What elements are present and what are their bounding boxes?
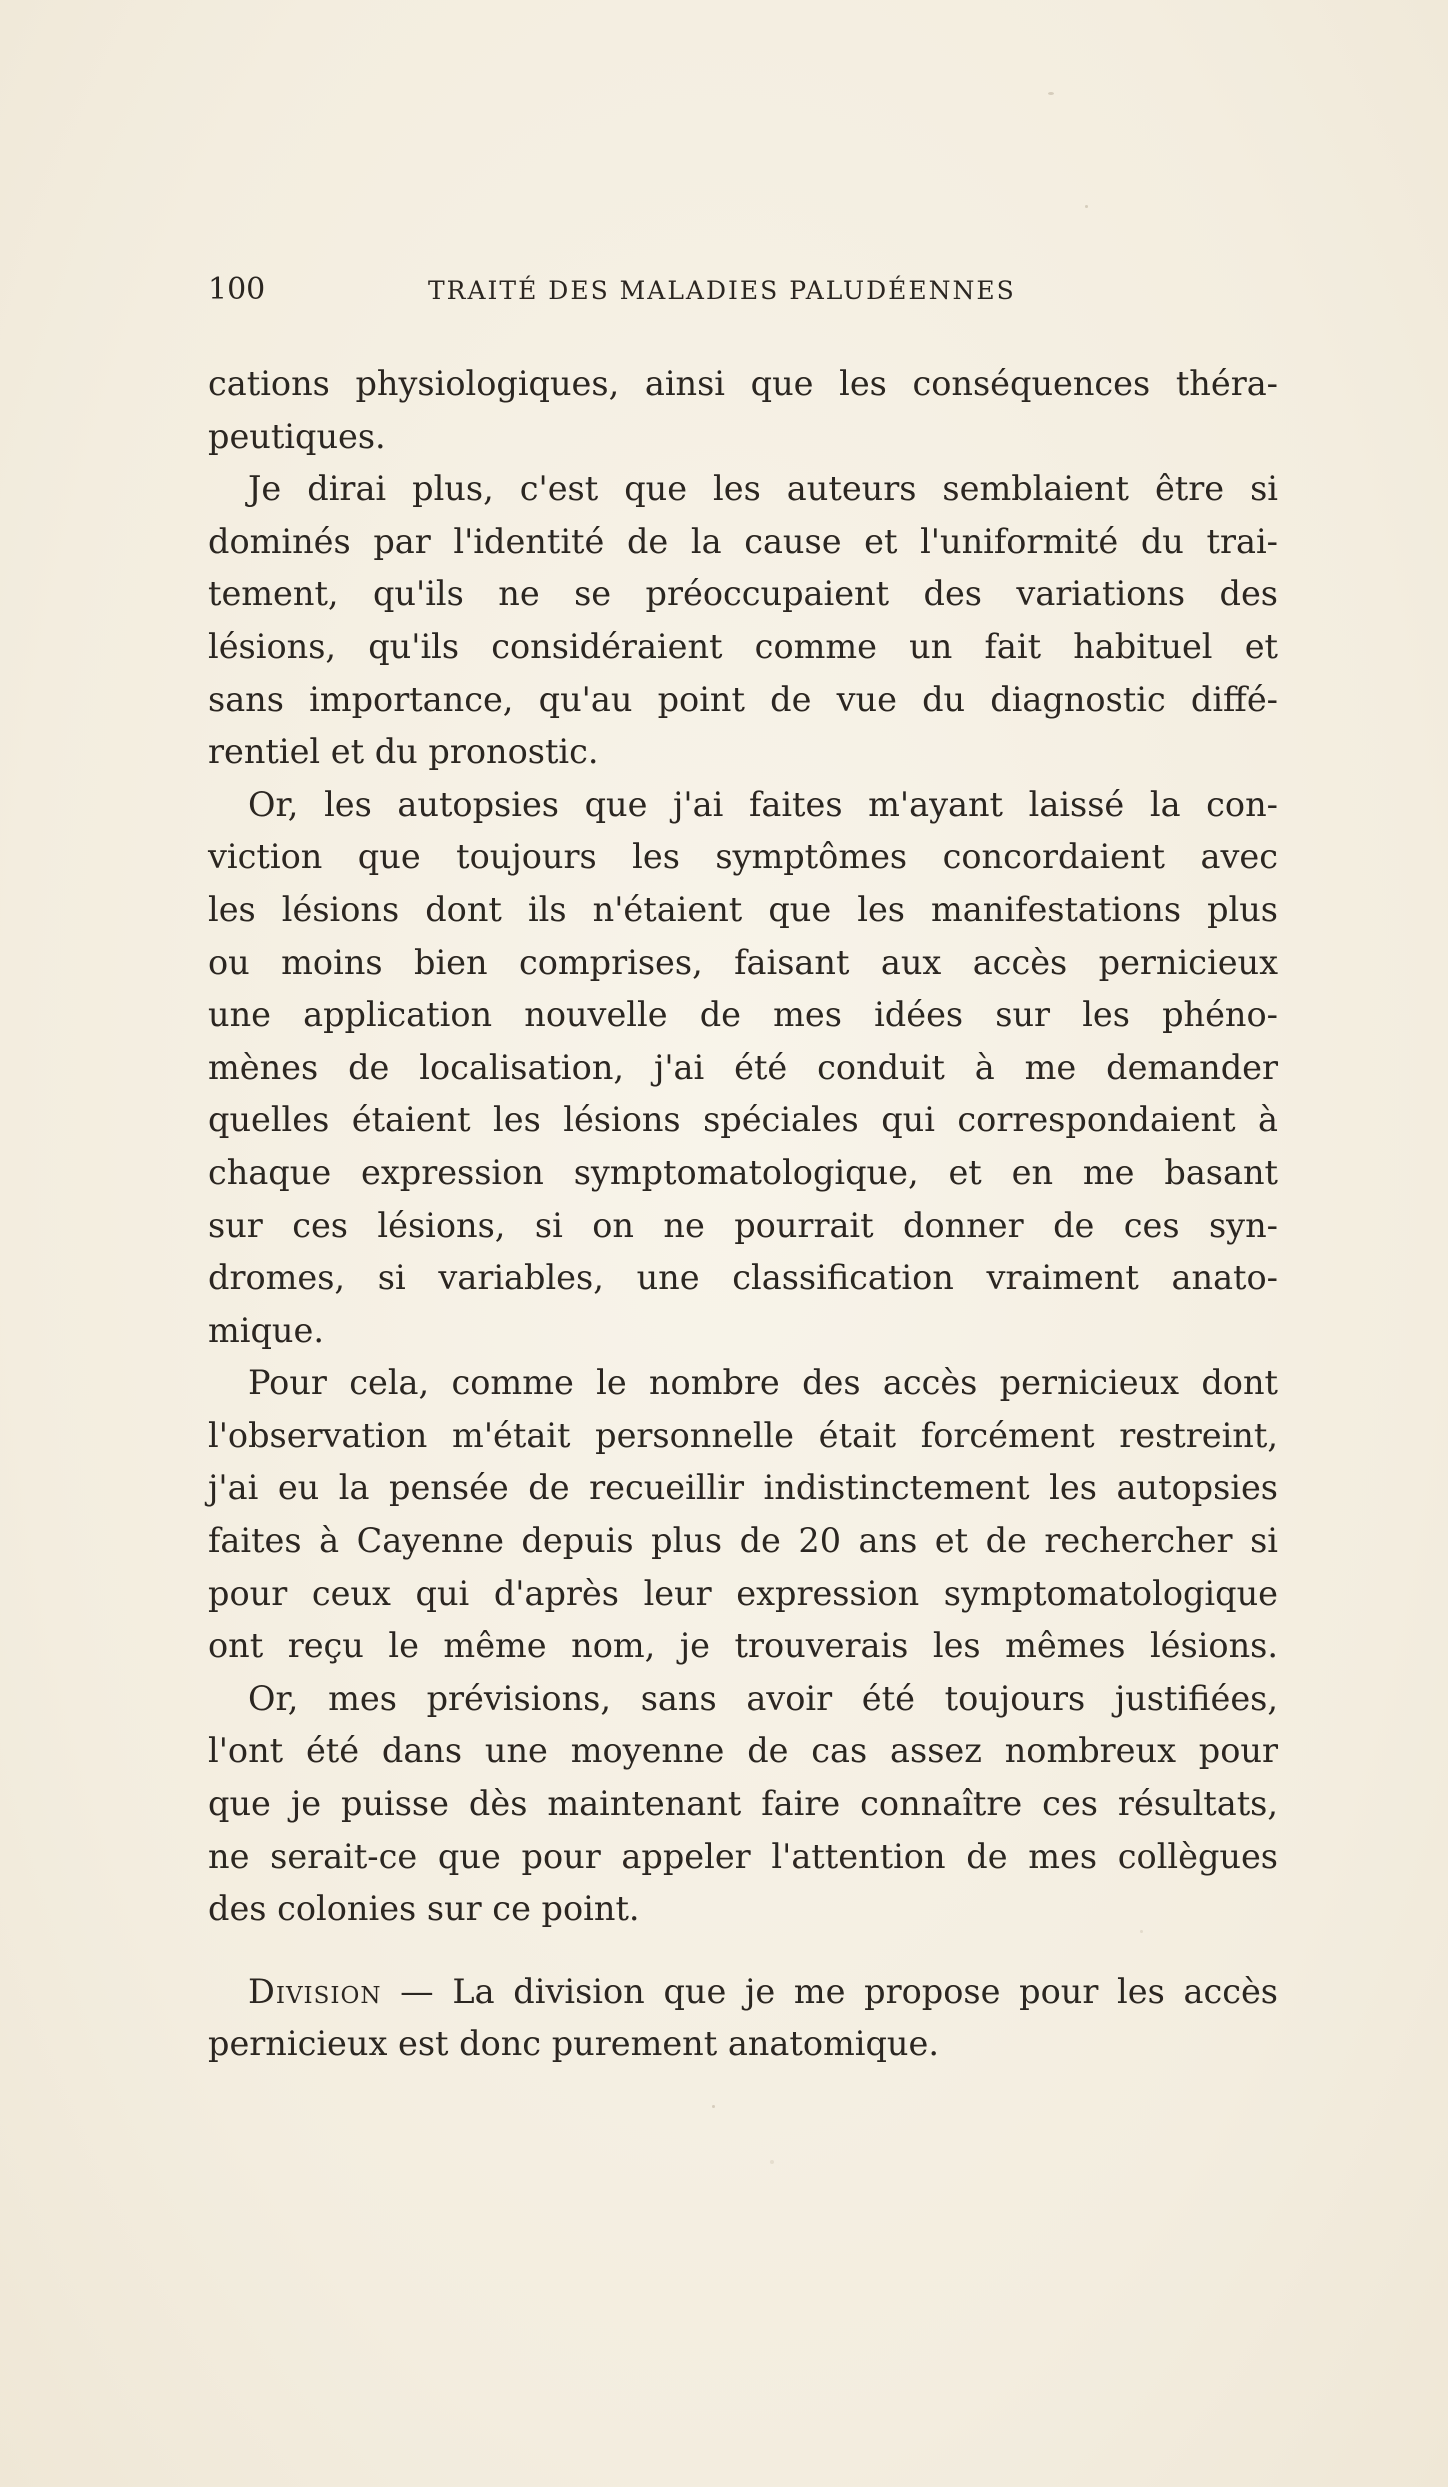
text-line: l'observation m'était personnelle était forcément restreint, xyxy=(208,1415,1278,1455)
paper-speck xyxy=(1140,1930,1143,1933)
text-line: viction que toujours les symptômes concordaient avec xyxy=(208,837,1278,877)
division-dash: — xyxy=(381,1971,453,2011)
paper-speck xyxy=(1048,92,1054,95)
running-head-title: TRAITÉ DES MALADIES PALUDÉENNES xyxy=(428,276,1016,305)
division-text: La division que je me propose pour les accès xyxy=(452,1971,1278,2011)
division-heading: Division xyxy=(248,1971,382,2011)
text-line: lésions, qu'ils considéraient comme un fait habituel et xyxy=(208,626,1278,666)
paper-speck xyxy=(712,2105,715,2108)
text-line: ne serait-ce que pour appeler l'attention de mes collègues xyxy=(208,1836,1278,1876)
text-line xyxy=(208,1966,1278,2019)
paragraph xyxy=(208,463,1278,779)
paragraph xyxy=(208,1673,1278,1936)
text-line: Je dirai plus, c'est que les auteurs semblaient être si xyxy=(248,469,1278,509)
division-paragraph xyxy=(208,1966,1278,2071)
text-line: ou moins bien comprises, faisant aux accès pernicieux xyxy=(208,942,1278,982)
text-line: peutiques. xyxy=(208,416,386,456)
text-line: une application nouvelle de mes idées sur les phéno- xyxy=(208,995,1278,1035)
text-line: mique. xyxy=(208,1310,324,1350)
text-line: j'ai eu la pensée de recueillir indistinctement les autopsies xyxy=(208,1468,1278,1508)
text-line: des colonies sur ce point. xyxy=(208,1889,640,1929)
text-line: mènes de localisation, j'ai été conduit à me demander xyxy=(208,1047,1278,1087)
running-head xyxy=(208,272,1280,312)
text-line: Or, mes prévisions, sans avoir été toujours justifiées, xyxy=(248,1678,1278,1718)
text-line: chaque expression symptomatologique, et en me basant xyxy=(208,1152,1278,1192)
text-line: pour ceux qui d'après leur expression symptomatologique xyxy=(208,1573,1278,1613)
text-line: tement, qu'ils ne se préoccupaient des variations des xyxy=(208,574,1278,614)
text-line: rentiel et du pronostic. xyxy=(208,732,599,772)
text-line: Or, les autopsies que j'ai faites m'ayant laissé la con- xyxy=(248,784,1278,824)
page-number: 100 xyxy=(208,272,266,307)
text-line: sans importance, qu'au point de vue du diagnostic diffé- xyxy=(208,679,1278,719)
paper-speck xyxy=(770,2160,774,2164)
paragraph xyxy=(208,358,1278,463)
text-line: que je puisse dès maintenant faire connaître ces résultats, xyxy=(208,1784,1278,1824)
text-line: dominés par l'identité de la cause et l'uniformité du trai- xyxy=(208,521,1278,561)
paragraph xyxy=(208,779,1278,1358)
text-line: l'ont été dans une moyenne de cas assez nombreux pour xyxy=(208,1731,1278,1771)
body-text xyxy=(208,358,1278,2071)
text-line: quelles étaient les lésions spéciales qui correspondaient à xyxy=(208,1100,1278,1140)
text-line: dromes, si variables, une classification vraiment anato- xyxy=(208,1258,1278,1298)
text-line: Pour cela, comme le nombre des accès pernicieux dont xyxy=(248,1363,1278,1403)
paragraph xyxy=(208,1357,1278,1673)
text-line: cations physiologiques, ainsi que les conséquences théra- xyxy=(208,364,1278,403)
text-line: pernicieux est donc purement anatomique. xyxy=(208,2024,939,2064)
text-line: faites à Cayenne depuis plus de 20 ans et de rechercher si xyxy=(208,1521,1278,1561)
text-line: ont reçu le même nom, je trouverais les mêmes lésions. xyxy=(208,1626,1278,1666)
text-line: sur ces lésions, si on ne pourrait donner de ces syn- xyxy=(208,1205,1278,1245)
paper-speck xyxy=(1085,205,1088,208)
text-line: les lésions dont ils n'étaient que les manifestations plus xyxy=(208,889,1278,929)
